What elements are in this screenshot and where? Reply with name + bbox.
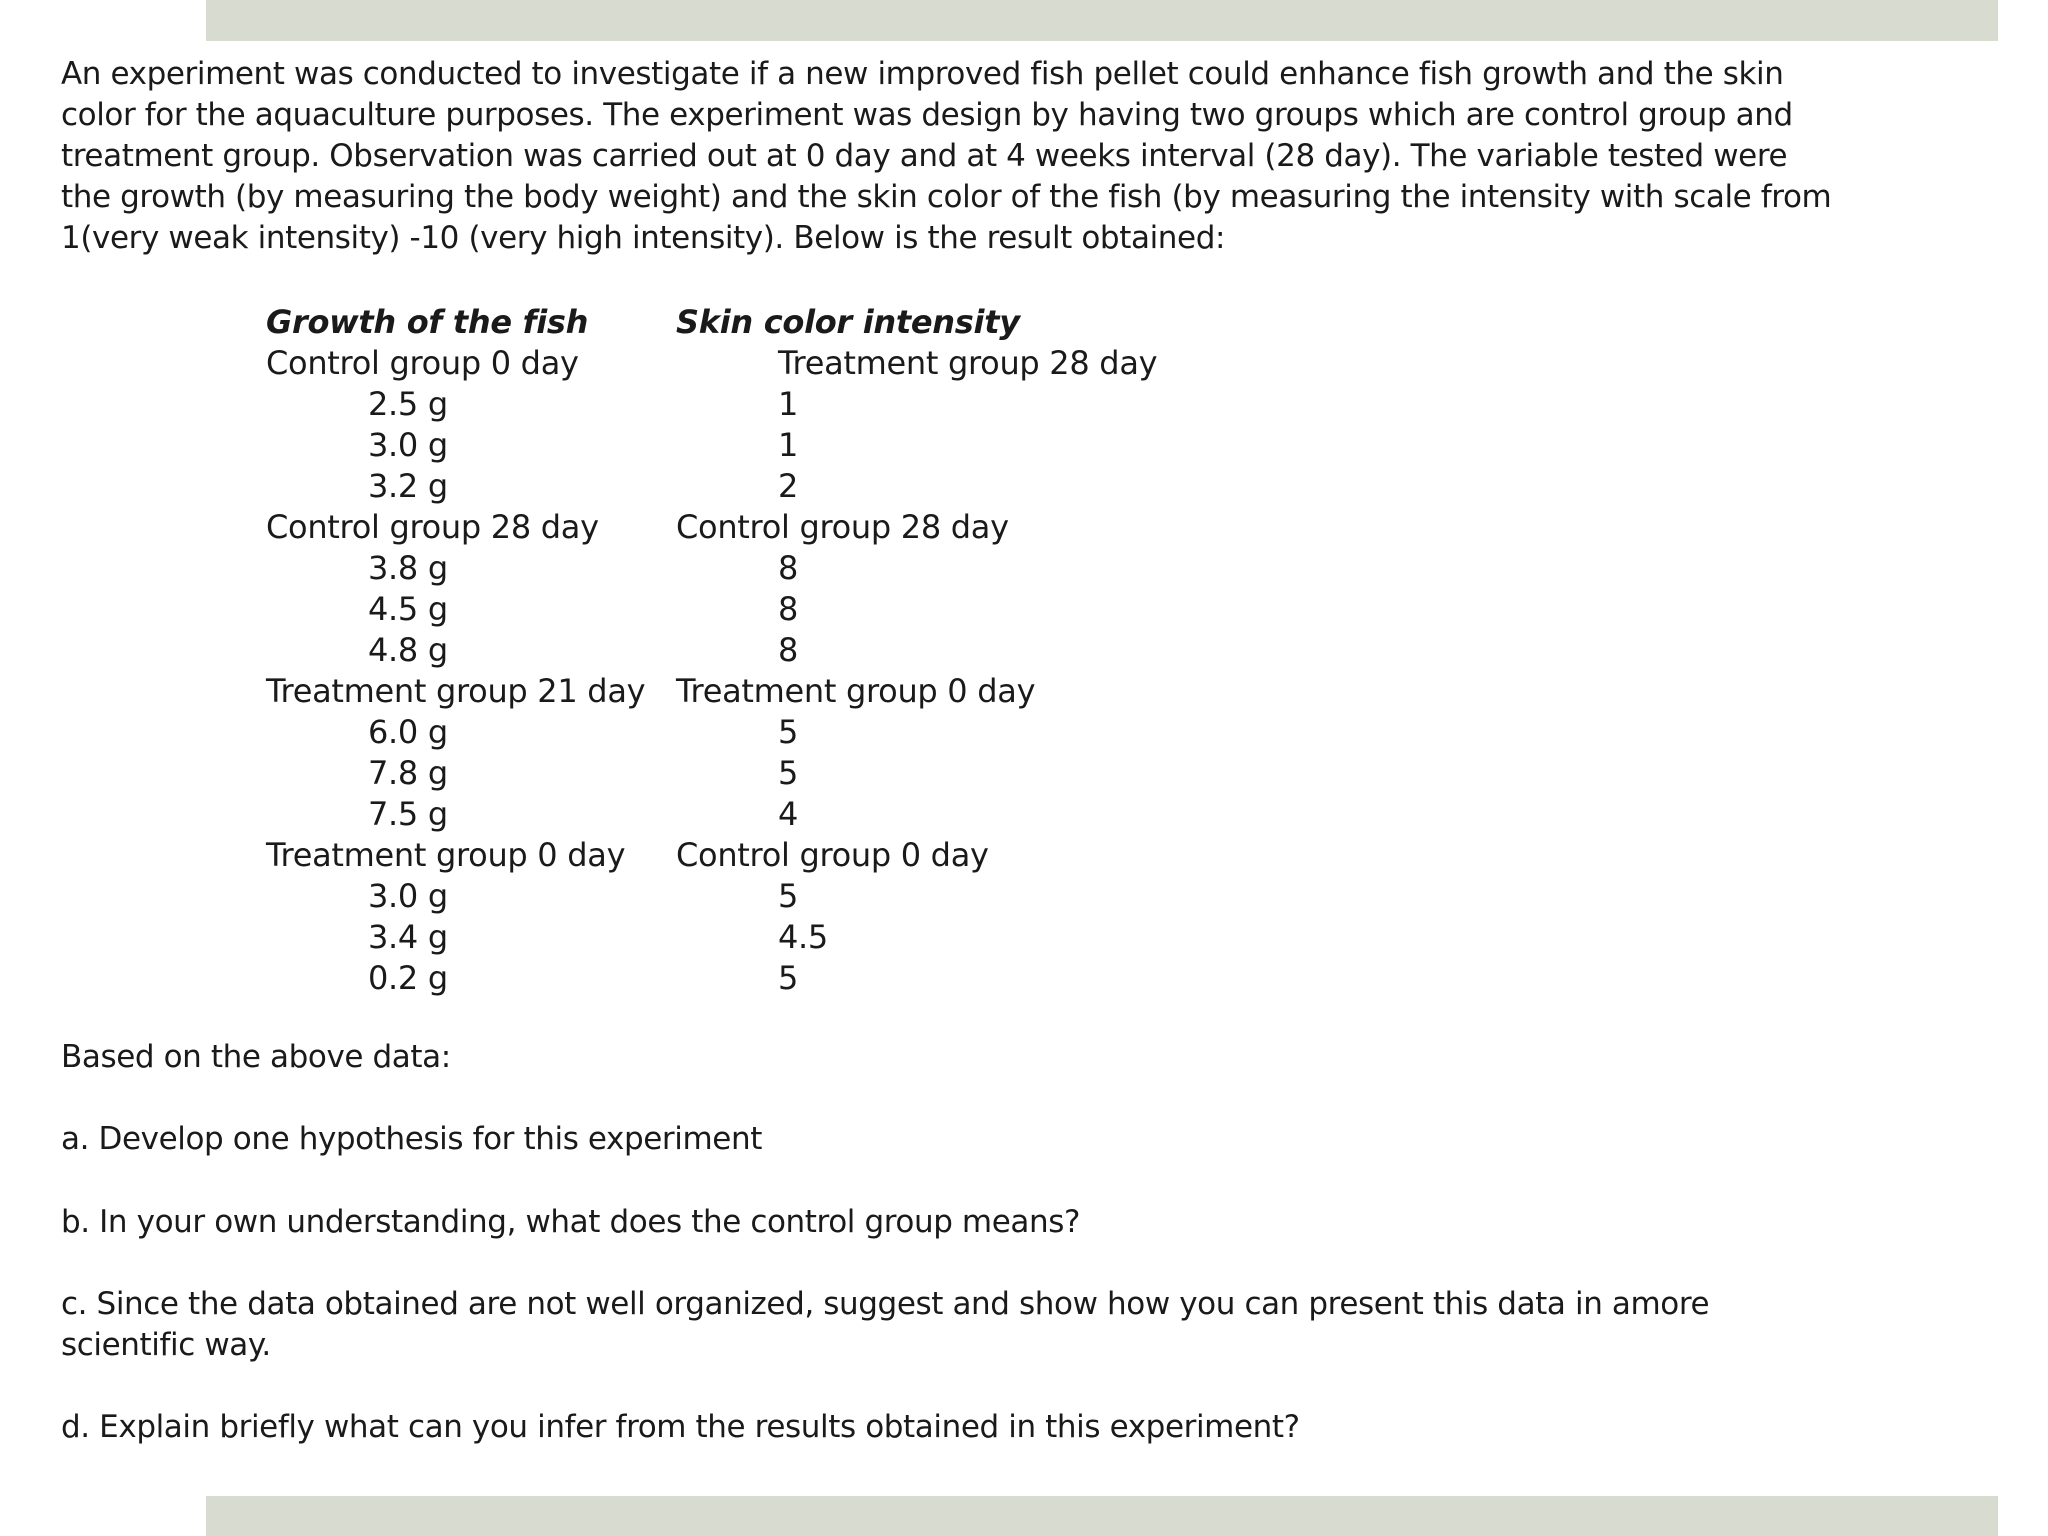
intro-line: 1(very weak intensity) -10 (very high intensity). Below is the result obtained: [61, 220, 1226, 256]
growth-group-label: Treatment group 21 day [266, 672, 646, 710]
growth-value: 2.5 g [368, 385, 448, 423]
top-decor-bar [206, 0, 1998, 41]
question-c-line: scientific way. [61, 1327, 271, 1363]
skin-value: 5 [778, 713, 799, 751]
intro-line: An experiment was conducted to investigate if a new improved fish pellet could enhance fish growth and the skin [61, 56, 1784, 92]
skin-value: 1 [778, 426, 799, 464]
intro-line: color for the aquaculture purposes. The experiment was design by having two groups which are control group and [61, 97, 1793, 133]
bottom-decor-bar [206, 1496, 1998, 1536]
growth-value: 3.0 g [368, 426, 448, 464]
growth-value: 7.8 g [368, 754, 448, 792]
growth-value: 3.4 g [368, 918, 448, 956]
questions-lead: Based on the above data: [61, 1039, 451, 1075]
skin-value: 8 [778, 590, 799, 628]
growth-group-label: Control group 28 day [266, 508, 599, 546]
skin-group-label: Treatment group 0 day [676, 672, 1036, 710]
growth-value: 4.5 g [368, 590, 448, 628]
growth-group-label: Treatment group 0 day [266, 836, 626, 874]
growth-heading: Growth of the fish [266, 303, 589, 341]
intro-paragraph [61, 54, 2011, 259]
growth-group-label: Control group 0 day [266, 344, 579, 382]
growth-value: 7.5 g [368, 795, 448, 833]
skin-value: 8 [778, 549, 799, 587]
skin-value: 4.5 [778, 918, 828, 956]
question-d: d. Explain briefly what can you infer from the results obtained in this experiment? [61, 1409, 1300, 1445]
question-c-line: c. Since the data obtained are not well organized, suggest and show how you can present this data in amore [61, 1286, 1710, 1322]
skin-value: 2 [778, 467, 799, 505]
growth-value: 3.2 g [368, 467, 448, 505]
skin-value: 8 [778, 631, 799, 669]
skin-value: 5 [778, 959, 799, 997]
skin-value: 5 [778, 877, 799, 915]
question-c [61, 1284, 1709, 1366]
skin-value: 1 [778, 385, 799, 423]
skin-value: 5 [778, 754, 799, 792]
growth-value: 3.0 g [368, 877, 448, 915]
skin-value: 4 [778, 795, 799, 833]
skin-group-label: Control group 28 day [676, 508, 1009, 546]
question-a: a. Develop one hypothesis for this experiment [61, 1121, 762, 1157]
growth-value: 4.8 g [368, 631, 448, 669]
intro-line: treatment group. Observation was carried out at 0 day and at 4 weeks interval (28 day). The variable tested were [61, 138, 1788, 174]
growth-value: 6.0 g [368, 713, 448, 751]
skin-group-label: Control group 0 day [676, 836, 989, 874]
intro-line: the growth (by measuring the body weight) and the skin color of the fish (by measuring the intensity with scale from [61, 179, 1832, 215]
skin-group-label: Treatment group 28 day [778, 344, 1158, 382]
growth-value: 3.8 g [368, 549, 448, 587]
skin-color-heading: Skin color intensity [676, 303, 1020, 341]
question-b: b. In your own understanding, what does the control group means? [61, 1204, 1081, 1240]
growth-value: 0.2 g [368, 959, 448, 997]
